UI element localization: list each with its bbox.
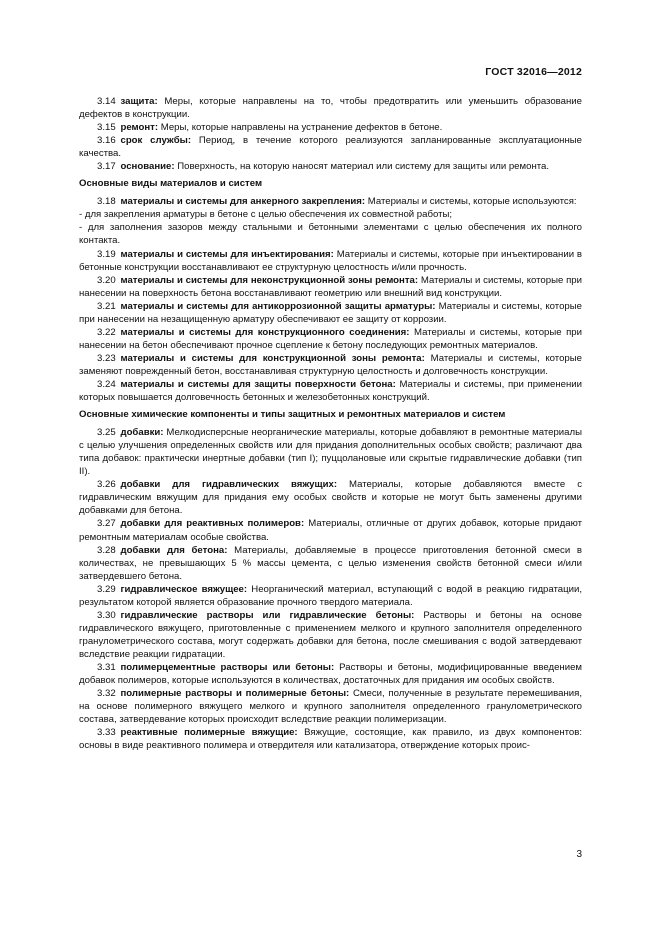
term-entry — [79, 661, 582, 687]
term-definition: Мелкодисперсные неорганические материалы, которые добавляют в ремонтные материалы с целью улучшения определенных свойств или для придания дополнительных особых свойств; различают два типа добавок: практически инертные добавки (тип I); пуццолановые или скрытые гидравлические добавки (тип II). — [79, 427, 582, 478]
standard-code-header: ГОСТ 32016—2012 — [485, 66, 582, 78]
term-name: материалы и системы для защиты поверхности бетона: — [120, 378, 396, 390]
term-number: 3.23 — [97, 352, 121, 364]
term-definition: Вяжущие, состоящие, как правило, из двух компонентов: основы в виде реактивного полимера и отвердителя или катализатора, отверждение которых проис- — [79, 727, 582, 752]
term-number: 3.22 — [97, 326, 121, 338]
term-definition: Меры, которые направлены на устранение дефектов в бетоне. — [158, 122, 443, 134]
term-definition: Период, в течение которого реализуются запланированные эксплуатационные качества. — [79, 135, 582, 160]
term-definition: Материалы и системы, которые при инъектировании в бетонные конструкции восстанавливают ее структурную целостность и/или прочность. — [79, 248, 583, 273]
term-number: 3.27 — [97, 518, 121, 530]
term-name: материалы и системы для инъектирования: — [120, 248, 334, 260]
term-entry — [79, 544, 582, 583]
term-definition: Материалы и системы, которые заменяют поврежденный бетон, восстанавливая структурную целостность и долговечность конструкции. — [79, 352, 582, 377]
term-number: 3.14 — [97, 96, 121, 107]
term-entry — [79, 95, 582, 121]
term-entry — [79, 726, 582, 752]
term-entry — [79, 134, 582, 160]
term-entry — [79, 160, 582, 173]
term-number: 3.16 — [97, 135, 121, 147]
term-entry — [79, 426, 582, 478]
term-entry — [79, 195, 582, 208]
term-number: 3.17 — [97, 161, 121, 173]
term-name: реактивные полимерные вяжущие: — [120, 727, 298, 739]
list-item: - для заполнения зазоров между стальными и бетонными элементами с целью обеспечения их полного контакта. — [79, 222, 582, 247]
document-body — [79, 95, 582, 752]
term-entry — [79, 300, 582, 326]
section-heading: Основные виды материалов и систем — [79, 178, 263, 190]
term-entry — [79, 478, 582, 517]
term-definition: Материалы и системы, которые используются: — [365, 196, 577, 208]
term-name: материалы и системы для антикоррозионной защиты арматуры: — [120, 300, 436, 312]
term-name: добавки для реактивных полимеров: — [120, 518, 305, 530]
list-item: - для закрепления арматуры в бетоне с целью обеспечения их совместной работы; — [79, 209, 453, 221]
term-definition: Растворы и бетоны, модифицированные введением добавок полимеров, которые используются в количествах, достаточных для придания им особых свойств. — [79, 661, 582, 687]
term-number: 3.15 — [97, 122, 121, 134]
term-number: 3.19 — [97, 248, 121, 260]
term-name: гидравлическое вяжущее: — [120, 583, 248, 595]
term-name: материалы и системы для конструкционной зоны ремонта: — [120, 352, 425, 364]
term-definition: Поверхность, на которую наносят материал или систему для защиты или ремонта. — [174, 161, 550, 173]
term-name: добавки для бетона: — [120, 544, 228, 556]
term-number: 3.20 — [97, 274, 121, 286]
term-name: добавки: — [120, 427, 164, 439]
term-number: 3.26 — [97, 479, 121, 491]
section-heading: Основные химические компоненты и типы защитных и ремонтных материалов и систем — [79, 409, 506, 421]
term-name: полимерцементные растворы или бетоны: — [120, 661, 335, 673]
term-definition: Материалы, которые добавляются вместе с гидравлическим вяжущим для придания ему особых свойств и которые не могут быть заменены другими добавками для бетона. — [79, 479, 582, 517]
term-name: добавки для гидравлических вяжущих: — [120, 479, 338, 491]
term-entry — [79, 609, 582, 661]
term-entry — [79, 352, 582, 378]
term-definition: Материалы и системы, которые при нанесении на бетон обеспечивают прочное сцепление к бетону последующих ремонтных материалов. — [79, 326, 583, 351]
term-name: полимерные растворы и полимерные бетоны: — [120, 688, 350, 700]
term-name: ремонт: — [120, 122, 159, 134]
term-name: срок службы: — [120, 135, 192, 147]
term-name: материалы и системы для неконструкционной зоны ремонта: — [120, 274, 419, 286]
term-name: гидравлические растворы или гидравлические бетоны: — [120, 609, 415, 621]
term-definition: Материалы и системы, которые при нанесении на незащищенную арматуру обеспечивают ее защиту от коррозии. — [79, 300, 582, 325]
page-number: 3 — [576, 849, 582, 860]
term-name: защита: — [120, 96, 158, 107]
term-definition: Неорганический материал, вступающий с водой в реакцию гидратации, результатом которой является образование прочного твердого материала. — [79, 583, 582, 608]
term-number: 3.29 — [97, 583, 121, 595]
term-entry — [79, 378, 582, 404]
term-definition: Материалы и системы, при применении которых повышается долговечность бетонных и железобетонных конструкций. — [79, 378, 582, 404]
term-number: 3.33 — [97, 727, 121, 739]
term-definition: Растворы и бетоны на основе гидравлического вяжущего, приготовленные с применением мелкого и крупного заполнителя определенного гранулометрического состава, могут содержать добавки для бетона, после смешивания с водой затвердевают вследствие реакции гидратации. — [79, 609, 582, 660]
term-definition: Материалы, отличные от других добавок, которые придают ремонтным материалам особые свойства. — [79, 518, 582, 543]
term-entry — [79, 583, 582, 609]
term-number: 3.30 — [97, 609, 121, 621]
term-number: 3.21 — [97, 300, 121, 312]
term-entry — [79, 248, 582, 274]
term-name: материалы и системы для конструкционного соединения: — [120, 326, 410, 338]
term-number: 3.31 — [97, 661, 121, 673]
term-number: 3.28 — [97, 544, 121, 556]
term-number: 3.25 — [97, 427, 121, 439]
term-entry — [79, 517, 582, 543]
term-definition: Материалы и системы, которые при нанесении на поверхность бетона восстанавливают геометрию или внешний вид конструкции. — [79, 274, 582, 299]
term-entry — [79, 687, 582, 726]
term-definition: Материалы, добавляемые в процессе приготовления бетонной смеси в количествах, не превышающих 5 % массы цемента, с целью изменения свойств бетонной смеси и/или затвердевшего бетона. — [79, 544, 582, 582]
term-name: основание: — [120, 161, 175, 173]
term-definition: Смеси, полученные в результате перемешивания, на основе полимерного вяжущего мелкого и крупного заполнителя определенного гранулометрического состава, затвердевание которых происходит вследствие реакции полимеризации. — [79, 688, 582, 726]
term-number: 3.24 — [97, 378, 121, 390]
term-number: 3.32 — [97, 688, 121, 700]
term-entry — [79, 274, 582, 300]
term-entry — [79, 121, 582, 134]
term-number: 3.18 — [97, 196, 121, 208]
term-name: материалы и системы для анкерного закрепления: — [120, 196, 366, 208]
term-definition: Меры, которые направлены на то, чтобы предотвратить или уменьшить образование дефектов в конструкции. — [79, 96, 582, 121]
term-entry — [79, 326, 582, 352]
